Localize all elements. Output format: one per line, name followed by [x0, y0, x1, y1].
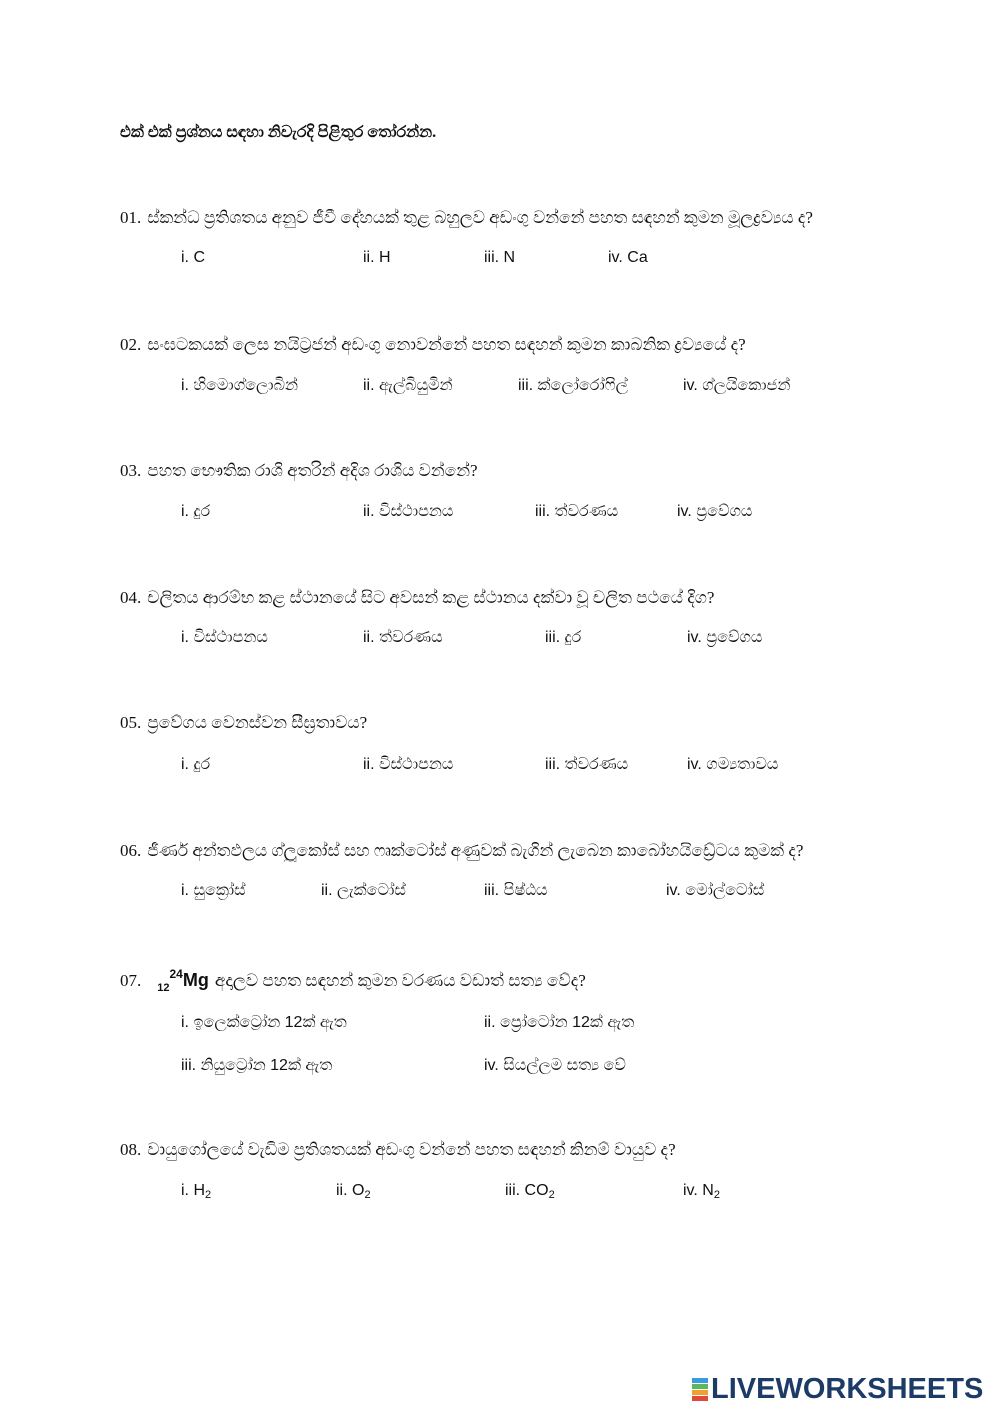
q02-option-ii[interactable]: ii. ඇල්බියුමින් — [363, 377, 453, 394]
formula-subscript: 2 — [364, 1189, 371, 1201]
question-number: 07. — [120, 971, 142, 990]
question-01 — [120, 207, 990, 229]
q06-option-iv[interactable]: iv. මෝල්ටෝස් — [666, 882, 765, 899]
q08-option-ii[interactable] — [336, 1180, 371, 1202]
formula-subscript: 2 — [548, 1189, 555, 1201]
q08-option-iii[interactable] — [505, 1180, 555, 1202]
q08-option-iv[interactable] — [683, 1180, 720, 1202]
element-symbol: Mg — [182, 970, 209, 990]
q03-option-iv[interactable]: iv. ප්‍රවේගය — [677, 503, 753, 520]
mass-number: 24 — [169, 969, 183, 981]
question-03 — [120, 460, 990, 482]
liveworksheets-logo[interactable] — [692, 1373, 983, 1405]
question-text: සංඝටකයක් ලෙස නයිට්‍රජන් අඩංගු නොවන්නේ පහත සඳහන් කුමන කාබනික ද්‍රව්‍යයේ ද? — [147, 335, 746, 354]
formula-subscript: 2 — [205, 1189, 212, 1201]
q03-option-ii[interactable]: ii. විස්ථාපනය — [363, 503, 454, 520]
atomic-number: 12 — [157, 982, 170, 994]
logo-block — [692, 1378, 708, 1383]
q02-option-iii[interactable]: iii. ක්ලෝරෝෆිල් — [518, 377, 628, 394]
q05-option-i[interactable]: i. දුර — [181, 756, 211, 773]
question-number: 02. — [120, 335, 142, 354]
q06-option-ii[interactable]: ii. ලැක්ටෝස් — [321, 882, 406, 899]
option-formula: ii. O — [336, 1182, 365, 1199]
question-text: ප්‍රවේගය වෙනස්වන සීඝ්‍රතාවය? — [147, 713, 368, 732]
question-text: ස්කන්ධ ප්‍රතිශතය අනුව ජීවී දේහයක් තුළ බහුලව අඩංගු වන්නේ පහත සඳහන් කුමන මූලද්‍රව්‍යය ද? — [147, 208, 813, 227]
option-formula: iii. CO — [505, 1182, 549, 1199]
q03-option-iii[interactable]: iii. ත්වරණය — [535, 503, 619, 520]
question-text: වායුගෝලයේ වැඩිම ප්‍රතිශතයක් අඩංගු වන්නේ පහත සඳහන් කිනම් වායුව ද? — [147, 1140, 676, 1159]
q04-option-iv[interactable]: iv. ප්‍රවේගය — [687, 629, 763, 646]
q01-option-iii[interactable]: iii. N — [484, 249, 516, 266]
q06-option-iii[interactable]: iii. පිෂ්ඨය — [484, 882, 548, 899]
question-02 — [120, 334, 990, 356]
q07-option-ii[interactable]: ii. ප්‍රෝටෝන 12ක් ඇත — [484, 1014, 635, 1031]
logo-block — [692, 1390, 708, 1395]
magnesium-isotope-notation — [157, 969, 209, 994]
question-05 — [120, 712, 990, 734]
question-text: ජීර්ණ අන්තඵලය ග්ලූකෝස් සහ ෆෘක්ටෝස් අණුවක් බැගින් ලැබෙන කාබෝහයිඩ්‍රේටය කුමක් ද? — [147, 841, 804, 860]
question-number: 04. — [120, 588, 142, 607]
logo-block — [692, 1384, 708, 1389]
q06-option-i[interactable]: i. සුක්‍රෝස් — [181, 882, 246, 899]
q04-option-iii[interactable]: iii. දුර — [545, 629, 582, 646]
formula-subscript: 2 — [713, 1189, 720, 1201]
option-formula: iv. N — [683, 1182, 714, 1199]
q07-option-iv[interactable]: iv. සියල්ලම සත්‍ය වේ — [484, 1057, 626, 1074]
logo-block — [692, 1396, 708, 1401]
question-text: චලිතය ආරම්භ කළ ස්ථානයේ සිට අවසන් කළ ස්ථානය දක්වා වූ චලිත පථයේ දිග? — [147, 588, 715, 607]
liveworksheets-blocks-icon — [692, 1378, 708, 1401]
q02-option-iv[interactable]: iv. ග්ලයිකොජන් — [683, 377, 791, 394]
q08-option-i[interactable] — [181, 1180, 211, 1202]
question-07 — [120, 969, 990, 994]
q05-option-iii[interactable]: iii. ත්වරණය — [545, 756, 629, 773]
q01-option-iv[interactable]: iv. Ca — [608, 249, 648, 266]
question-text: අදාලව පහත සඳහන් කුමන වරණය වඩාත් සත්‍ය වේද? — [214, 971, 586, 990]
question-text: පහත භෞතික රාශි අතරින් අදිශ රාශිය වන්නේ? — [147, 461, 478, 480]
q03-option-i[interactable]: i. දුර — [181, 503, 211, 520]
q05-option-ii[interactable]: ii. විස්ථාපනය — [363, 756, 454, 773]
q07-option-iii[interactable]: iii. නියුට්‍රෝන 12ක් ඇත — [181, 1057, 333, 1074]
question-number: 01. — [120, 208, 142, 227]
question-number: 06. — [120, 841, 142, 860]
instruction-heading: එක් එක් ප්‍රශ්නය සඳහා නිවැරදි පිළිතුර තෝරන්න. — [120, 124, 437, 141]
logo-text: LIVEWORKSHEETS — [711, 1373, 984, 1405]
q05-option-iv[interactable]: iv. ගම්‍යතාවය — [687, 756, 779, 773]
option-formula: i. H — [181, 1182, 205, 1199]
q02-option-i[interactable]: i. හිමොග්ලොබින් — [181, 377, 298, 394]
question-number: 08. — [120, 1140, 142, 1159]
q04-option-ii[interactable]: ii. ත්වරණය — [363, 629, 443, 646]
question-number: 05. — [120, 713, 142, 732]
question-06 — [120, 840, 990, 862]
q07-option-i[interactable]: i. ඉලෙක්ට්‍රෝන 12ක් ඇත — [181, 1014, 347, 1031]
question-08 — [120, 1139, 990, 1161]
q01-option-i[interactable]: i. C — [181, 249, 205, 266]
question-04 — [120, 587, 990, 609]
question-number: 03. — [120, 461, 142, 480]
q04-option-i[interactable]: i. විස්ථාපනය — [181, 629, 268, 646]
q01-option-ii[interactable]: ii. H — [363, 249, 391, 266]
